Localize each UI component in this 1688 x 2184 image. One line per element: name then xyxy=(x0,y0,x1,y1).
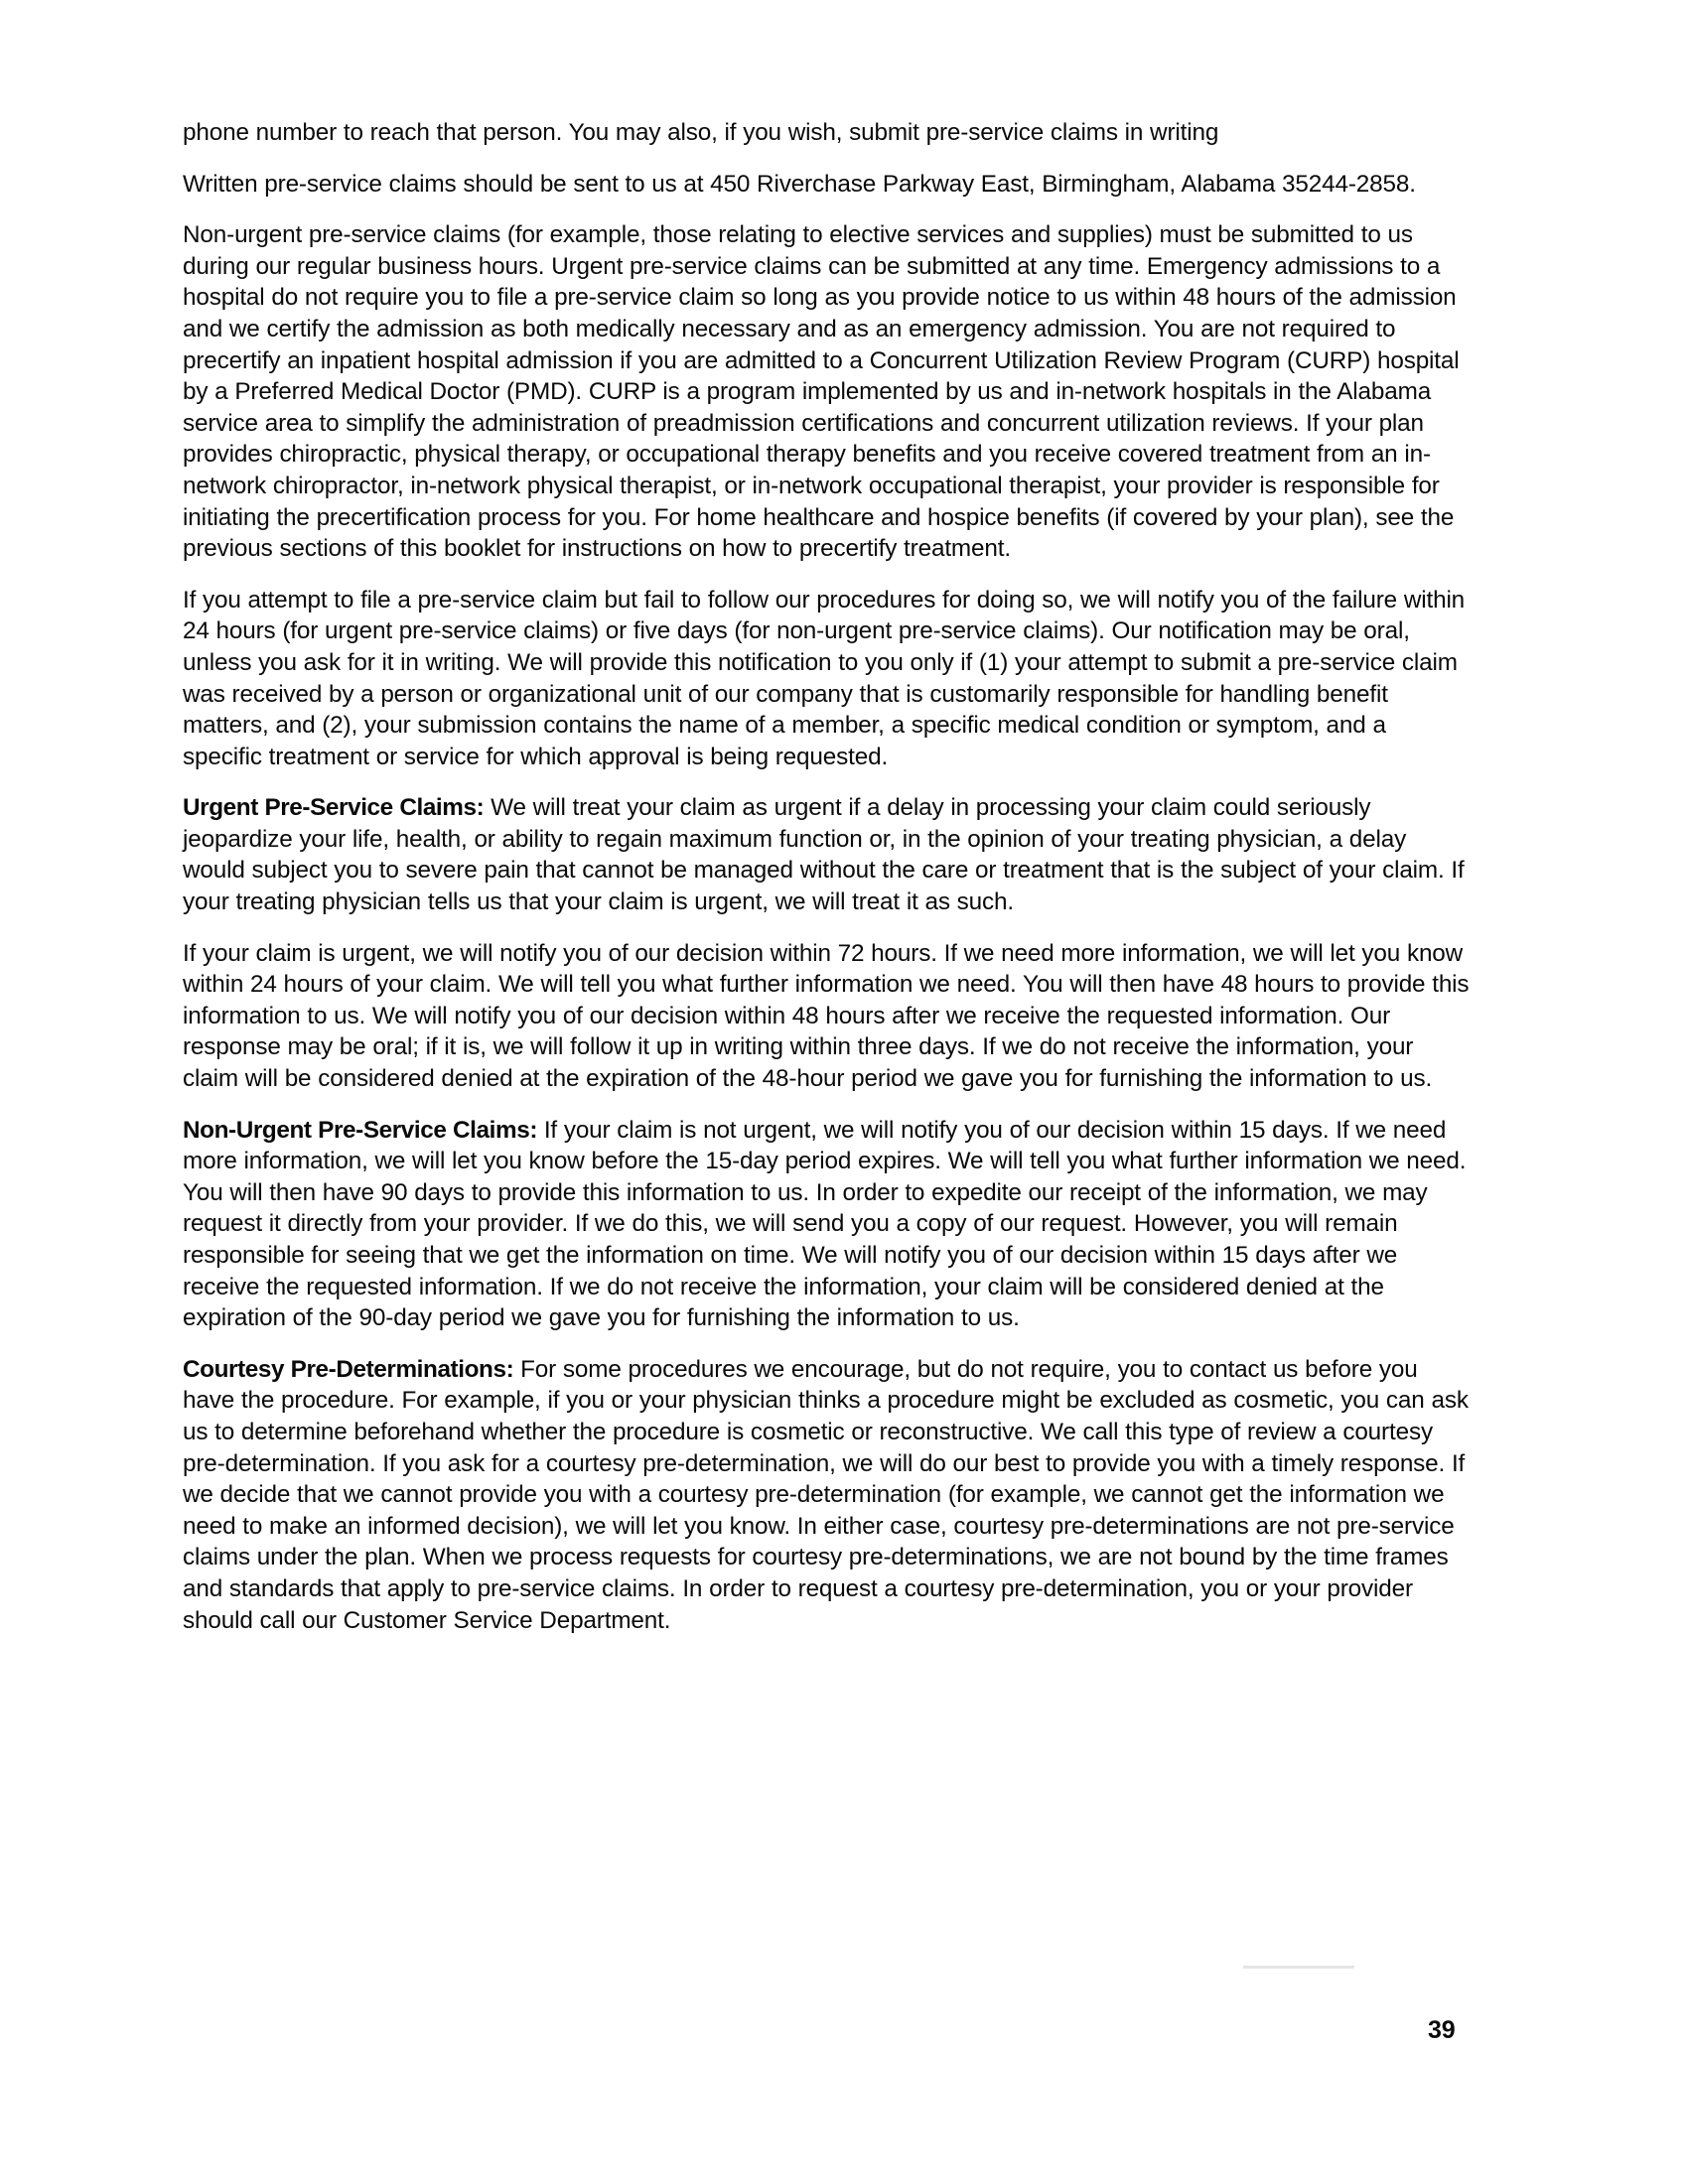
paragraph-courtesy-pre-determinations xyxy=(183,1354,1472,1636)
paragraph-2 xyxy=(183,169,1472,201)
paragraph-2-text: Written pre-service claims should be sent to us at 450 Riverchase Parkway East, Birmingham, Alabama 35244-2858. xyxy=(183,170,1416,198)
paragraph-3-text: Non-urgent pre-service claims (for example, those relating to elective services and supplies) must be submitted to us during our regular business hours. Urgent pre-service claims can be submitted at any time. Emergency admissions to a hospital do not require you to file a pre-service claim so long as you provide notice to us within 48 hours of the admission and we certify the admission as both medically necessary and as an emergency admission. You are not required to precertify an inpatient hospital admission if you are admitted to a Concurrent Utilization Review Program (CURP) hospital by a Preferred Medical Doctor (PMD). CURP is a program implemented by us and in-network hospitals in the Alabama service area to simplify the administration of preadmission certifications and concurrent utilization reviews. If your plan provides chiropractic, physical therapy, or occupational therapy benefits and you receive covered treatment from an in-network chiropractor, in-network physical therapist, or in-network occupational therapist, your provider is responsible for initiating the precertification process for you. For home healthcare and hospice benefits (if covered by your plan), see the previous sections of this booklet for instructions on how to precertify treatment. xyxy=(183,221,1460,563)
paragraph-4-text: If you attempt to file a pre-service claim but fail to follow our procedures for doing so, we will notify you of the failure within 24 hours (for urgent pre-service claims) or five days (for non-urgent pre-service claims). Our notification may be oral, unless you ask for it in writing. We will provide this notification to you only if (1) your attempt to submit a pre-service claim was received by a person or organizational unit of our company that is customarily responsible for handling benefit matters, and (2), your submission contains the name of a member, a specific medical condition or symptom, and a specific treatment or service for which approval is being requested. xyxy=(183,586,1466,770)
paragraph-6-text: If your claim is urgent, we will notify you of our decision within 72 hours. If we need more information, we will let you know within 24 hours of your claim. We will tell you what further information we need. You will then have 48 hours to provide this information to us. We will notify you of our decision within 48 hours after we receive the requested information. Our response may be oral; if it is, we will follow it up in writing within three days. If we do not receive the information, your claim will be considered denied at the expiration of the 48-hour period we gave you for furnishing the information to us. xyxy=(183,939,1470,1093)
paragraph-1-text: phone number to reach that person. You may also, if you wish, submit pre-service claims in writing xyxy=(183,119,1219,146)
paragraph-3 xyxy=(183,219,1472,565)
document-body xyxy=(183,117,1472,1636)
paragraph-non-urgent-pre-service-claims xyxy=(183,1115,1472,1334)
heading-urgent-pre-service-claims: Urgent Pre-Service Claims: xyxy=(183,794,485,822)
paragraph-4 xyxy=(183,585,1472,773)
paragraph-1 xyxy=(183,117,1472,149)
heading-non-urgent-pre-service-claims: Non-Urgent Pre-Service Claims: xyxy=(183,1116,538,1144)
heading-courtesy-pre-determinations: Courtesy Pre-Determinations: xyxy=(183,1355,514,1383)
paragraph-6 xyxy=(183,938,1472,1095)
paragraph-urgent-pre-service-claims xyxy=(183,792,1472,917)
scan-artifact xyxy=(1243,1966,1354,1969)
page-number: 39 xyxy=(1428,2016,1456,2044)
paragraph-7-text: If your claim is not urgent, we will notify you of our decision within 15 days. If we need more information, we will let you know before the 15-day period expires. We will tell you what further information we need. You will then have 90 days to provide this information to us. In order to expedite our receipt of the information, we may request it directly from your provider. If we do this, we will send you a copy of our request. However, you will remain responsible for seeing that we get the information on time. We will notify you of our decision within 15 days after we receive the requested information. If we do not receive the information, your claim will be considered denied at the expiration of the 90-day period we gave you for furnishing the information to us. xyxy=(183,1116,1467,1332)
paragraph-5-text: We will treat your claim as urgent if a delay in processing your claim could seriously jeopardize your life, health, or ability to regain maximum function or, in the opinion of your treating physician, a delay would subject you to severe pain that cannot be managed without the care or treatment that is the subject of your claim. If your treating physician tells us that your claim is urgent, we will treat it as such. xyxy=(183,794,1465,916)
paragraph-8-text: For some procedures we encourage, but do not require, you to contact us before you have the procedure. For example, if you or your physician thinks a procedure might be excluded as cosmetic, you can ask us to determine beforehand whether the procedure is cosmetic or reconstructive. We call this type of review a courtesy pre-determination. If you ask for a courtesy pre-determination, we will do our best to provide you with a timely response. If we decide that we cannot provide you with a courtesy pre-determination (for example, we cannot get the information we need to make an informed decision), we will let you know. In either case, courtesy pre-determinations are not pre-service claims under the plan. When we process requests for courtesy pre-determinations, we are not bound by the time frames and standards that apply to pre-service claims. In order to request a courtesy pre-determination, you or your provider should call our Customer Service Department. xyxy=(183,1355,1469,1634)
